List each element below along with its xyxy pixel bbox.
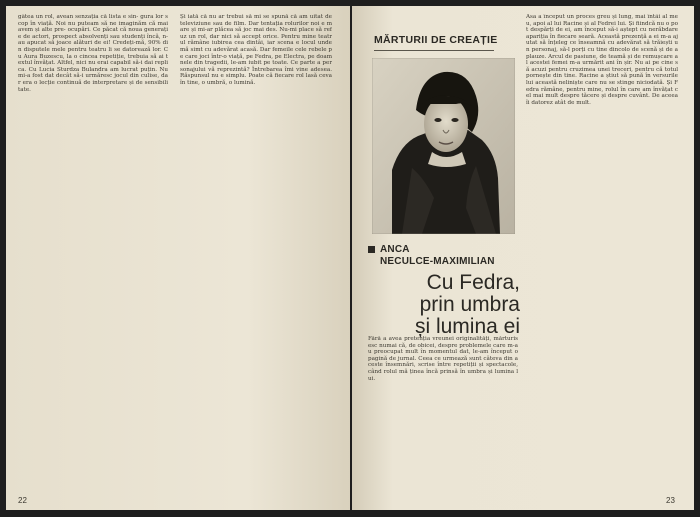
headline-line-2: prin umbra bbox=[419, 293, 520, 316]
author-last-name: NECULCE-MAXIMILIAN bbox=[380, 256, 495, 267]
headline-line-3: și lumina ei bbox=[414, 315, 520, 338]
left-page bbox=[6, 6, 350, 510]
right-column-2-text: Asa a început un proces greu și lung, mai întâi al meu, apoi al lui Racine și al Fedrei lui. Și fiindcă nu o pot despărți de ei, am început să-i aștept cu nerăbdare apariția în fiecare seară. Această prezență a ei m-a ajutat să înțeleg ce înseamnă cu adevărat să trăiești un personaj, să-l porți cu tine dincolo de scenă și de aplauze. Arcul de pasiune, de teamă și de remușcare al acestei femei m-a urmărit ani în șir. bbox=[526, 14, 678, 67]
right-page bbox=[352, 6, 694, 510]
author-name bbox=[368, 244, 495, 268]
rubric-rule bbox=[374, 50, 494, 51]
article-headline bbox=[380, 272, 520, 338]
portrait-image bbox=[372, 58, 515, 234]
right-column-2-text-cont: Nu ai pe cine să acuzi pentru cruzimea unei treceri, pentru că totul pornește din tine. Racine a știut să pună în versurile lui această neliniște care nu se stinge niciodată. Și Fedra rămâne, pentru mine, rolul în care am învățat cel mai mult despre tăcere și despre cuvânt. De aceea îi datorez atât de mult. bbox=[526, 60, 678, 106]
right-column-2 bbox=[526, 14, 678, 482]
right-column-1-lower: Fără a avea pretenția vreunei originalități, mărturisesc numai că, de obicei, despre problemele care m-au preocupat mult în momentul dat, le-am început o pagină de jurnal. Ceea ce urmează sunt câteva din aceste însemnări, scrise între repetiții și spectacole, când rolul mă ținea încă prinsă în umbra și lumina lui. bbox=[368, 336, 518, 382]
left-column-1: gâtea un rol, avean senzația că lista e sin- gura lor scop în viață. Noi nu puteam să ne imaginăm că mai avem și alte pre- ocupări. Ce păcat că noua generație de actori, prospect absolvenți sau studenți încă, n-au apucat să joace alături de ei! Credeți-mă, 90% din disputele mele pentru teatru li se datorează lor. Cu Aura Buzescu, la o cincea repetiție, trebuia să ai textul învățat. Altfel, nici nu erai capabil să-i dai replica. Cu Lucia Sturdza Bulandra am lucrat puțin. Nu mi-a fost dat decât să-i urmăresc jocul din culise, dar era o lecție continuă de interpretare și de sensibilitate. bbox=[18, 14, 168, 93]
author-first-name: ANCA bbox=[380, 244, 410, 255]
section-rubric: MĂRTURII DE CREAȚIE bbox=[374, 34, 498, 46]
page-number-right: 23 bbox=[666, 496, 675, 505]
page-number-left: 22 bbox=[18, 496, 27, 505]
bullet-square-icon bbox=[368, 246, 375, 253]
left-column-2: Și iată că nu ar trebui să mi se spună că am uitat de televiziune sau de film. Dar tentația rolurilor noi e mare și mi-ar plăcea să joc mai des. Nu-mi place să refuz un rol, dar nici să accept orice. Pentru mine teatrul rămâne iubirea cea dintâi, iar scena e locul unde mă simt cu adevărat acasă. Dar femeile cele rebele pe care joci într-o viață, pe Fedra, pe Electra, pe doamnele din tragedii, le-am iubit pe toate. Ce parte a personajului vă reprezintă? Întrebarea îmi vine adesea. Răspunsul nu e simplu. Poate că fiecare rol lasă ceva în tine, o umbră, o lumină. bbox=[180, 14, 332, 86]
actress-portrait-photo bbox=[372, 58, 515, 234]
headline-line-1: Cu Fedra, bbox=[426, 271, 520, 294]
